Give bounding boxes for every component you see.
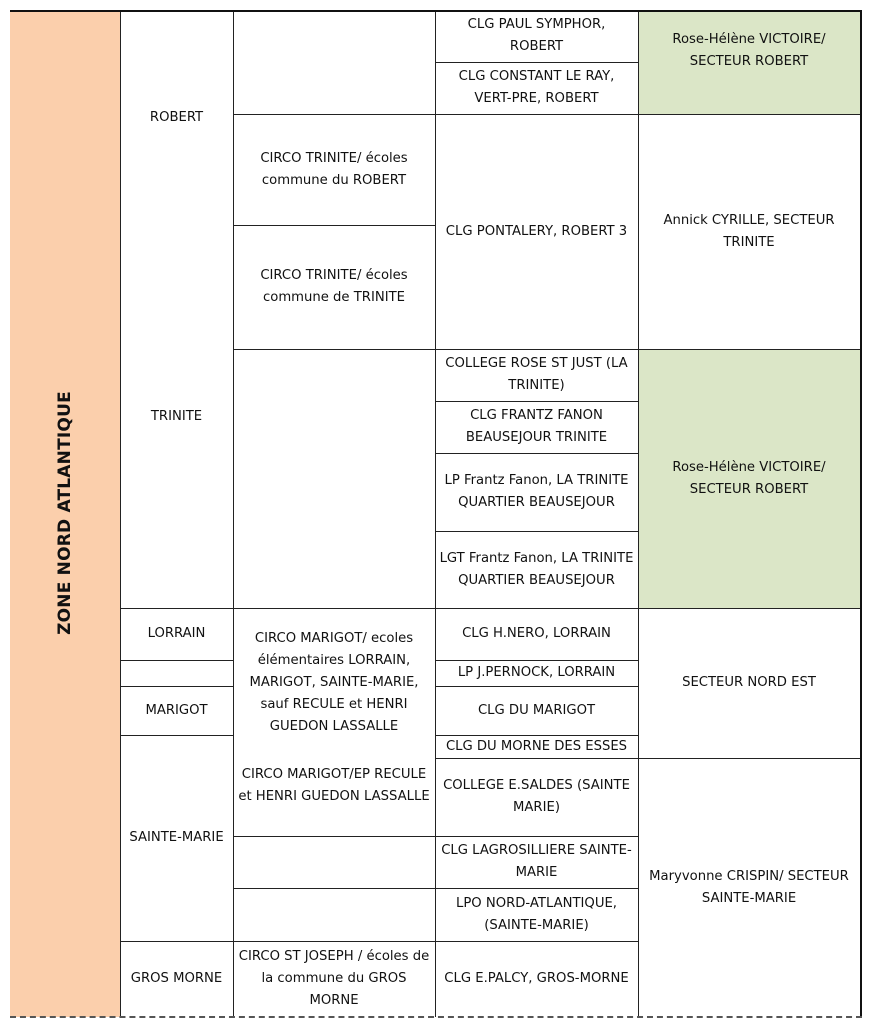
- etab-e-saldes: COLLEGE E.SALDES (SAINTE MARIE): [443, 778, 630, 815]
- etab-lp-pernock: LP J.PERNOCK, LORRAIN: [457, 665, 616, 680]
- grid-line: [233, 349, 435, 350]
- circo-st-joseph: CIRCO ST JOSEPH / écoles de la commune du GROS MORNE: [238, 949, 430, 1008]
- etab-paul-symphor: CLG PAUL SYMPHOR, ROBERT: [467, 17, 606, 54]
- grid-line: [435, 941, 638, 942]
- grid-line: [638, 10, 639, 1017]
- zone-column: [10, 10, 121, 1017]
- secteur-nord-est: SECTEUR NORD EST: [682, 675, 816, 690]
- etab-lagrosilliere: CLG LAGROSILLIERE SAINTE-MARIE: [441, 843, 632, 880]
- secteur-crispin-sainte-marie: Maryvonne CRISPIN/ SECTEUR SAINTE-MARIE: [649, 868, 849, 906]
- grid-line: [638, 114, 860, 115]
- grid-line: [120, 608, 233, 609]
- circo-trinite-robert: CIRCO TRINITE/ écoles commune du ROBERT: [260, 150, 408, 188]
- etab-constant-le-ray: CLG CONSTANT LE RAY, VERT-PRE, ROBERT: [458, 69, 615, 106]
- etab-e-palcy: CLG E.PALCY, GROS-MORNE: [444, 971, 629, 986]
- grid-line: [233, 114, 435, 115]
- table-right-border: [860, 10, 862, 1017]
- grid-line: [638, 608, 860, 609]
- grid-line: [435, 758, 638, 759]
- grid-line: [638, 758, 860, 759]
- circo-marigot-ep: CIRCO MARIGOT/EP RECULE et HENRI GUEDON LASSALLE: [238, 767, 430, 804]
- etab-pontalery: CLG PONTALERY, ROBERT 3: [445, 223, 628, 239]
- grid-line: [435, 660, 638, 661]
- secteur-cyrille-trinite: Annick CYRILLE, SECTEUR TRINITE: [663, 212, 835, 250]
- zone-table: [10, 10, 862, 1020]
- commune-trinite: TRINITE: [150, 408, 203, 424]
- grid-line: [435, 349, 638, 350]
- etab-lp-frantz-fanon: LP Frantz Fanon, LA TRINITE QUARTIER BEAUSEJOUR: [444, 473, 629, 510]
- grid-line: [233, 608, 435, 609]
- zone-label: ZONE NORD ATLANTIQUE: [55, 391, 75, 635]
- grid-line: [435, 10, 436, 1017]
- commune-sainte-marie: SAINTE-MARIE: [129, 830, 224, 845]
- grid-line: [120, 660, 233, 661]
- etab-du-marigot: CLG DU MARIGOT: [477, 702, 596, 718]
- grid-line: [233, 888, 435, 889]
- etab-h-nero: CLG H.NERO, LORRAIN: [462, 626, 611, 641]
- commune-marigot: MARIGOT: [145, 702, 208, 718]
- etab-morne-des-esses: CLG DU MORNE DES ESSES: [445, 738, 628, 754]
- circo-trinite-trinite: CIRCO TRINITE/ écoles commune de TRINITE: [260, 268, 408, 305]
- etab-lgt-frantz-fanon: LGT Frantz Fanon, LA TRINITE QUARTIER BEAUSEJOUR: [439, 550, 634, 588]
- grid-line: [435, 735, 638, 736]
- commune-robert: ROBERT: [149, 109, 204, 125]
- grid-line: [435, 686, 638, 687]
- circo-marigot-ecoles: CIRCO MARIGOT/ ecoles élémentaires LORRAIN, MARIGOT, SAINTE-MARIE, sauf RECULE et HENRI GUEDON LASSALLE: [249, 631, 419, 734]
- grid-line: [120, 941, 233, 942]
- commune-lorrain: LORRAIN: [147, 626, 206, 641]
- secteur-victoire-robert-1: Rose-Hélène VICTOIRE/ SECTEUR ROBERT: [638, 10, 860, 114]
- grid-line: [233, 10, 234, 1017]
- grid-line: [638, 349, 860, 350]
- grid-line: [233, 941, 435, 942]
- grid-line: [435, 531, 638, 532]
- grid-line: [435, 836, 638, 837]
- grid-line: [233, 225, 435, 226]
- grid-line: [435, 888, 638, 889]
- grid-line: [233, 836, 435, 837]
- etab-lpo-nord-atlantique: LPO NORD-ATLANTIQUE, (SAINTE-MARIE): [456, 895, 617, 933]
- grid-line: [435, 453, 638, 454]
- table-top-border: [10, 10, 862, 12]
- etab-frantz-fanon: CLG FRANTZ FANON BEAUSEJOUR TRINITE: [465, 408, 608, 445]
- etab-rose-st-just: COLLEGE ROSE ST JUST (LA TRINITE): [445, 356, 628, 393]
- grid-line: [435, 62, 638, 63]
- grid-line: [435, 114, 638, 115]
- secteur-victoire-robert-2: Rose-Hélène VICTOIRE/ SECTEUR ROBERT: [638, 349, 860, 608]
- grid-line: [435, 401, 638, 402]
- grid-line: [120, 735, 233, 736]
- commune-gros-morne: GROS MORNE: [130, 971, 223, 986]
- grid-line: [120, 686, 233, 687]
- grid-line: [435, 608, 638, 609]
- table-bottom-dashed-border: [10, 1016, 862, 1018]
